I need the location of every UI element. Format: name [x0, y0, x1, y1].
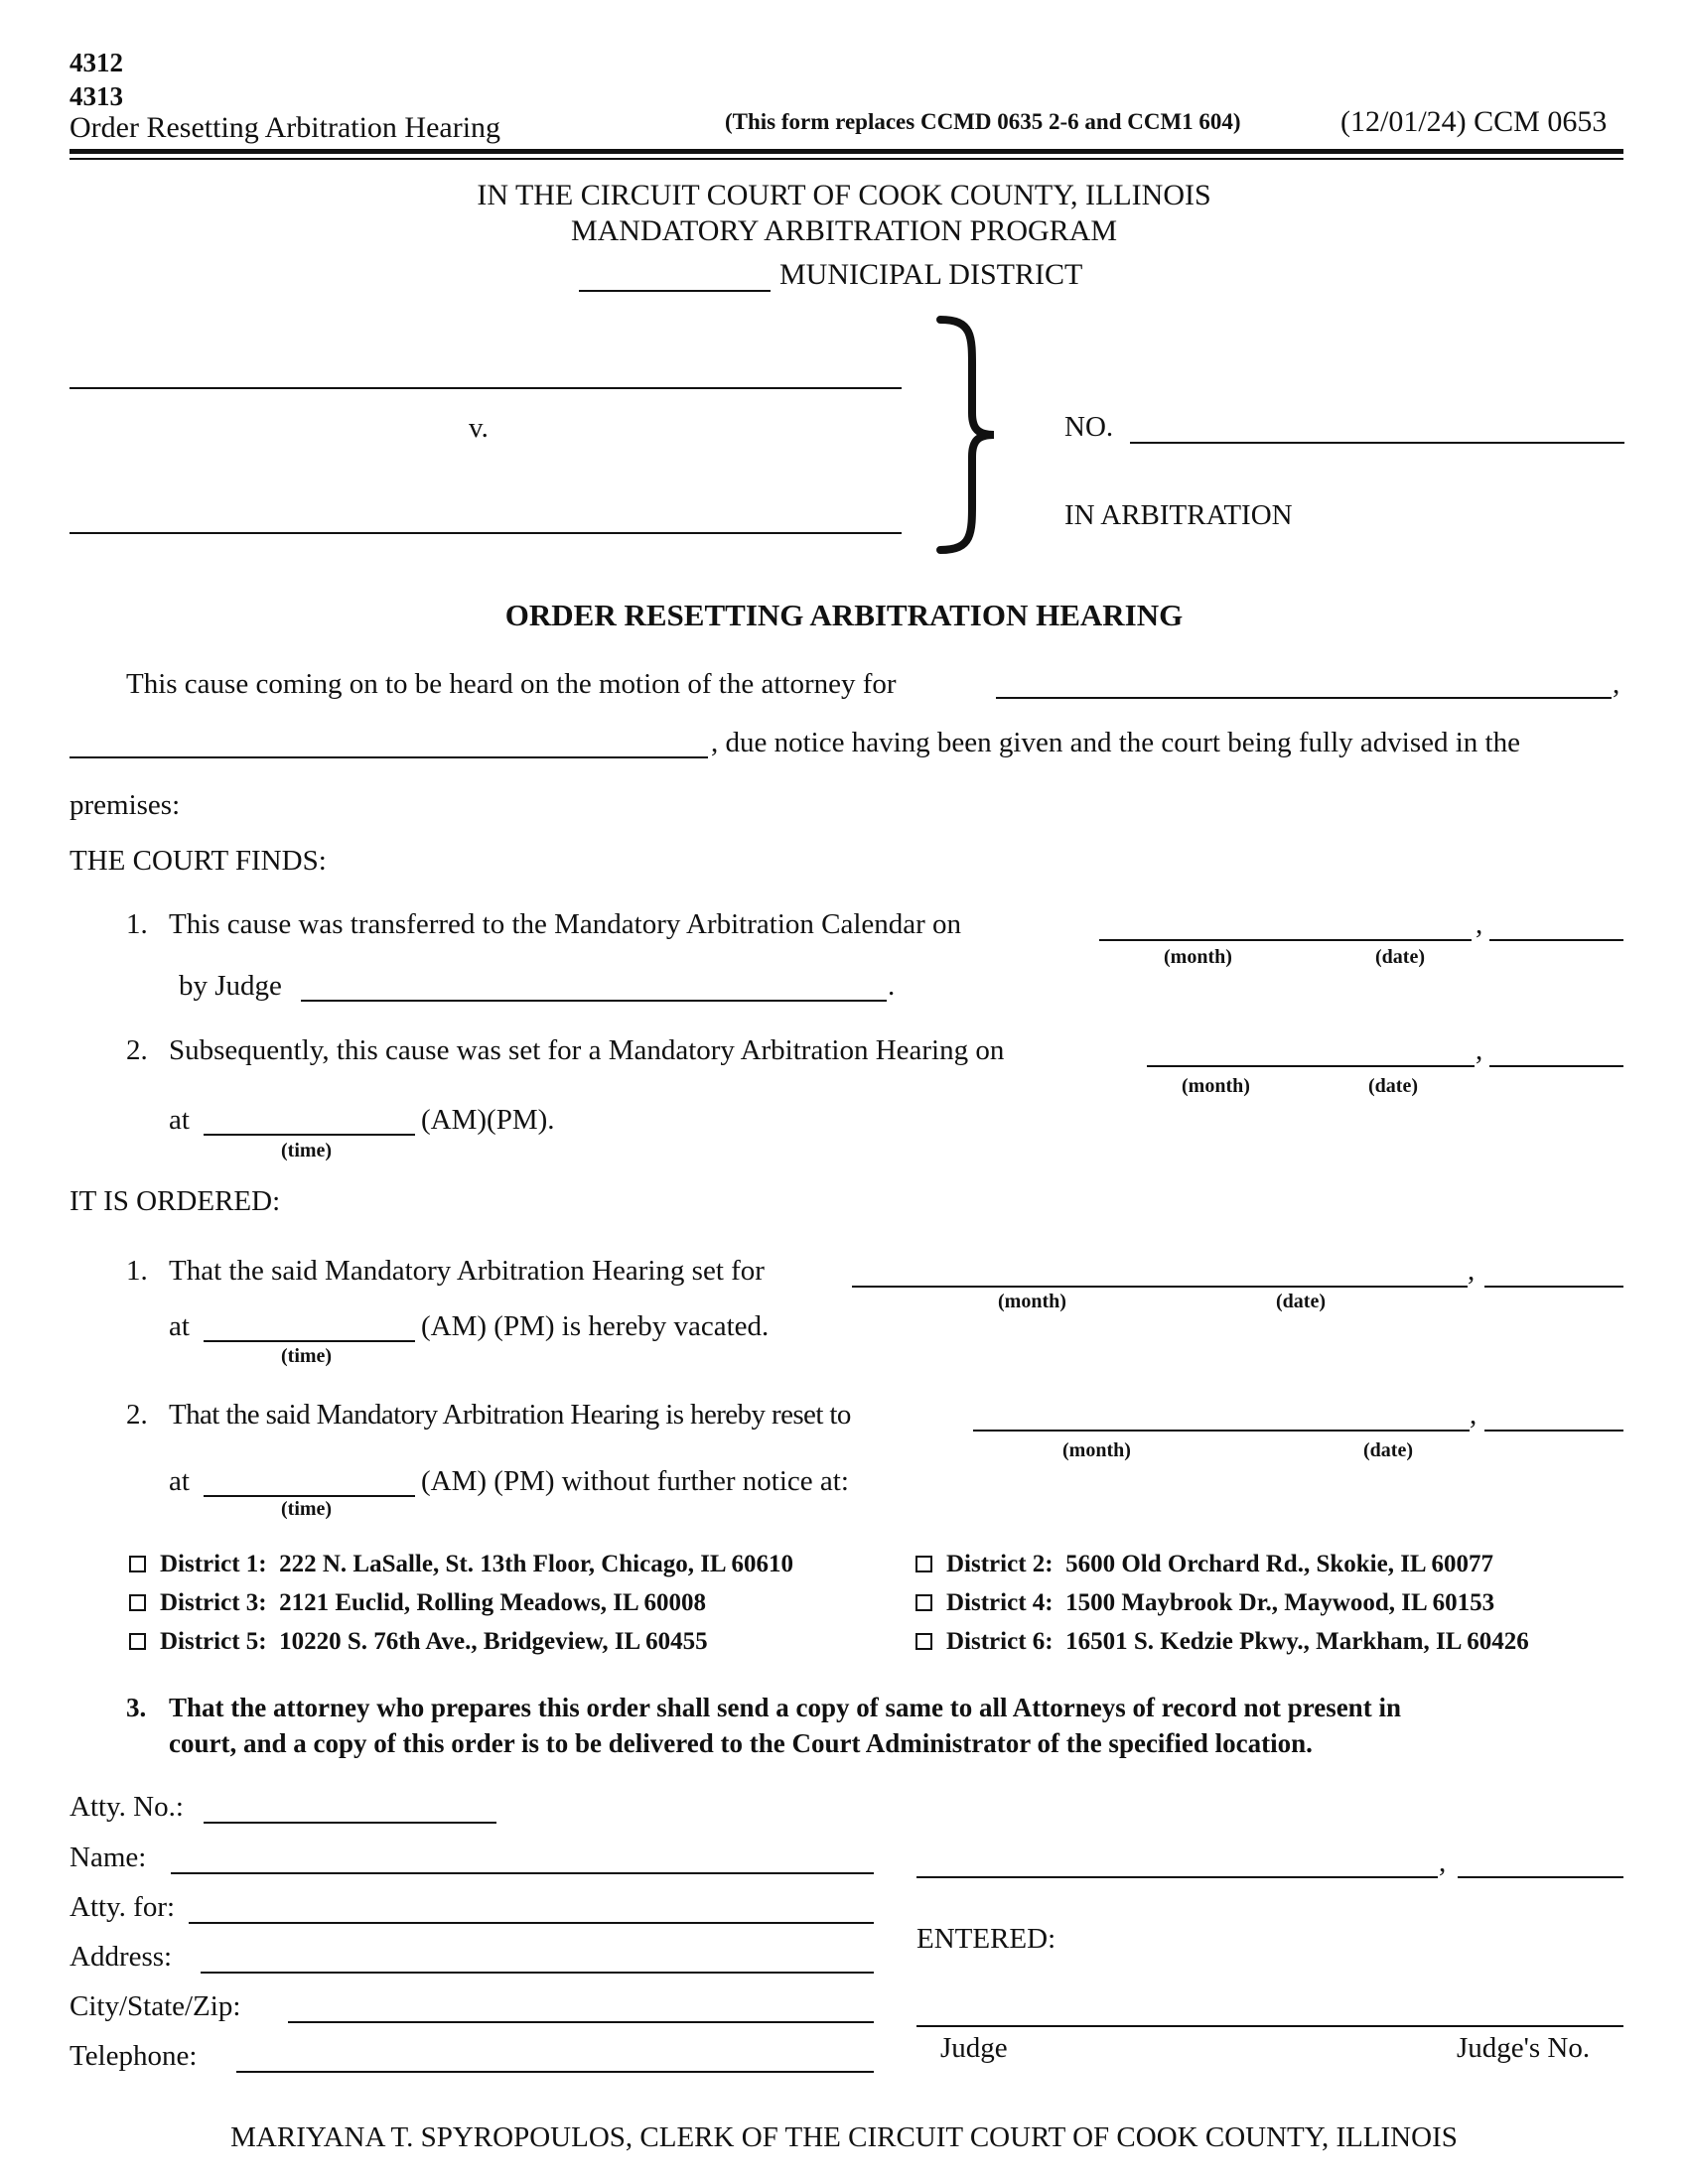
judges-no-label: Judge's No.	[1457, 2032, 1591, 2064]
court-name: IN THE CIRCUIT COURT OF COOK COUNTY, ILLINOIS	[477, 179, 1211, 211]
intro-comma: ,	[1613, 668, 1620, 700]
district-2-address: 5600 Old Orchard Rd., Skokie, IL 60077	[1065, 1551, 1493, 1577]
district-4-address: 1500 Maybrook Dr., Maywood, IL 60153	[1065, 1589, 1495, 1616]
in-arbitration-label: IN ARBITRATION	[1064, 499, 1293, 531]
atty-no-field[interactable]	[204, 1822, 496, 1824]
reset-time-field[interactable]	[204, 1495, 415, 1497]
ordered-item-1-number: 1.	[126, 1255, 148, 1287]
ordered-item-2-month-label: (month)	[1062, 1439, 1131, 1461]
ordered-item-2-text: That the said Mandatory Arbitration Hearing is hereby reset to	[169, 1399, 851, 1431]
district-1-address: 222 N. LaSalle, St. 13th Floor, Chicago, IL 60610	[279, 1551, 793, 1577]
entered-label: ENTERED:	[916, 1923, 1056, 1955]
header-rule-thin	[70, 158, 1623, 160]
atty-for-label: Atty. for:	[70, 1891, 176, 1923]
form-number-4313: 4313	[70, 81, 123, 111]
finds-item-2-ampm: (AM)(PM).	[421, 1104, 555, 1136]
district-6-checkbox[interactable]	[915, 1633, 932, 1650]
district-3-option[interactable]	[129, 1589, 706, 1617]
judge-label: Judge	[940, 2032, 1008, 2064]
transfer-judge-field[interactable]	[301, 1000, 887, 1002]
court-finds-heading: THE COURT FINDS:	[70, 845, 327, 877]
ordered-item-1-month-label: (month)	[998, 1291, 1066, 1312]
intro-text-3: premises:	[70, 789, 181, 821]
case-number-label: NO.	[1064, 411, 1114, 443]
district-4-checkbox[interactable]	[915, 1594, 932, 1611]
defendant-field[interactable]	[70, 532, 902, 534]
program-name: MANDATORY ARBITRATION PROGRAM	[570, 214, 1118, 247]
district-1-label: District 1:	[160, 1551, 267, 1577]
address-label: Address:	[70, 1941, 173, 1973]
clerk-footer: MARIYANA T. SPYROPOULOS, CLERK OF THE CIRCUIT COURT OF COOK COUNTY, ILLINOIS	[230, 2121, 1458, 2153]
motion-party-field-2[interactable]	[70, 756, 708, 758]
finds-item-2-at: at	[169, 1104, 190, 1136]
ordered-item-1-tail: (AM) (PM) is hereby vacated.	[421, 1310, 770, 1342]
finds-item-1-date-label: (date)	[1375, 946, 1425, 968]
district-4-label: District 4:	[946, 1589, 1054, 1616]
finds-item-1-text: This cause was transferred to the Mandatory Arbitration Calendar on	[169, 908, 962, 940]
finds-item-2-month-label: (month)	[1182, 1075, 1250, 1097]
ordered-item-2-at: at	[169, 1465, 190, 1497]
district-2-label: District 2:	[946, 1551, 1054, 1577]
ordered-item-2-comma: ,	[1470, 1399, 1477, 1431]
finds-item-2-comma: ,	[1476, 1034, 1483, 1066]
entry-date-comma: ,	[1439, 1846, 1447, 1878]
district-1-option[interactable]	[129, 1551, 793, 1578]
district-5-label: District 5:	[160, 1628, 267, 1655]
case-number-field[interactable]	[1130, 442, 1624, 444]
name-field[interactable]	[171, 1872, 874, 1874]
finds-item-2-time-label: (time)	[281, 1140, 333, 1161]
telephone-field[interactable]	[236, 2071, 874, 2073]
district-1-checkbox[interactable]	[129, 1556, 146, 1572]
district-2-option[interactable]	[915, 1551, 1493, 1578]
district-3-label: District 3:	[160, 1589, 267, 1616]
finds-item-1-number: 1.	[126, 908, 148, 940]
ordered-item-1-at: at	[169, 1310, 190, 1342]
caption-brace	[928, 316, 998, 554]
district-6-address: 16501 S. Kedzie Pkwy., Markham, IL 60426	[1065, 1628, 1529, 1655]
reset-year-field[interactable]	[1484, 1430, 1623, 1432]
atty-for-field[interactable]	[189, 1922, 874, 1924]
hearing-month-date-field[interactable]	[1147, 1065, 1475, 1067]
ordered-item-3-line-2: court, and a copy of this order is to be delivered to the Court Administrator of the specified location.	[169, 1728, 1313, 1758]
district-2-checkbox[interactable]	[915, 1556, 932, 1572]
district-6-option[interactable]	[915, 1628, 1529, 1656]
district-5-address: 10220 S. 76th Ave., Bridgeview, IL 60455	[279, 1628, 708, 1655]
order-title: ORDER RESETTING ARBITRATION HEARING	[504, 598, 1184, 632]
ordered-item-3-number: 3.	[126, 1693, 147, 1722]
address-field[interactable]	[201, 1972, 874, 1974]
telephone-label: Telephone:	[70, 2040, 198, 2072]
vacated-month-date-field[interactable]	[852, 1286, 1468, 1288]
finds-item-1-period: .	[888, 970, 896, 1002]
header-rule-thick	[70, 149, 1623, 154]
finds-item-1-month-label: (month)	[1164, 946, 1232, 968]
ordered-item-2-tail: (AM) (PM) without further notice at:	[421, 1465, 849, 1497]
reset-month-date-field[interactable]	[973, 1430, 1470, 1432]
municipal-district-label: MUNICIPAL DISTRICT	[779, 258, 1083, 291]
transfer-month-date-field[interactable]	[1099, 939, 1472, 941]
form-code: (12/01/24) CCM 0653	[1340, 105, 1608, 138]
judge-signature-field[interactable]	[916, 2025, 1623, 2027]
city-state-zip-label: City/State/Zip:	[70, 1990, 241, 2022]
district-5-option[interactable]	[129, 1628, 708, 1656]
hearing-year-field[interactable]	[1489, 1065, 1623, 1067]
intro-text-1: This cause coming on to be heard on the motion of the attorney for	[126, 668, 897, 700]
finds-item-2-number: 2.	[126, 1034, 148, 1066]
ordered-item-2-time-label: (time)	[281, 1498, 333, 1520]
name-label: Name:	[70, 1842, 147, 1873]
ordered-item-3-line-1: That the attorney who prepares this order shall send a copy of same to all Attorneys of record not present in	[169, 1693, 1401, 1722]
atty-no-label: Atty. No.:	[70, 1791, 184, 1823]
versus-label: v.	[469, 412, 489, 444]
hearing-time-field[interactable]	[204, 1134, 415, 1136]
ordered-item-1-date-label: (date)	[1276, 1291, 1326, 1312]
motion-party-field-1[interactable]	[996, 697, 1612, 699]
intro-text-2: , due notice having been given and the court being fully advised in the	[711, 727, 1520, 758]
form-title: Order Resetting Arbitration Hearing	[70, 111, 501, 144]
district-6-label: District 6:	[946, 1628, 1054, 1655]
district-number-field[interactable]	[579, 290, 771, 292]
transfer-year-field[interactable]	[1489, 939, 1623, 941]
vacated-year-field[interactable]	[1484, 1286, 1623, 1288]
district-3-address: 2121 Euclid, Rolling Meadows, IL 60008	[279, 1589, 707, 1616]
district-3-checkbox[interactable]	[129, 1594, 146, 1611]
plaintiff-field[interactable]	[70, 387, 902, 389]
ordered-item-1-time-label: (time)	[281, 1345, 333, 1367]
finds-item-1-comma: ,	[1476, 908, 1483, 940]
city-state-zip-field[interactable]	[288, 2021, 874, 2023]
finds-item-2-date-label: (date)	[1368, 1075, 1418, 1097]
vacated-time-field[interactable]	[204, 1340, 415, 1342]
ordered-item-1-text: That the said Mandatory Arbitration Hearing set for	[169, 1255, 765, 1287]
ordered-item-1-comma: ,	[1468, 1255, 1476, 1287]
entry-date-field[interactable]	[916, 1876, 1438, 1878]
ordered-item-2-number: 2.	[126, 1399, 148, 1431]
form-number-4312: 4312	[70, 48, 123, 77]
replaces-note: (This form replaces CCMD 0635 2-6 and CCM1 604)	[725, 109, 1241, 134]
ordered-item-2-date-label: (date)	[1363, 1439, 1413, 1461]
entry-year-field[interactable]	[1458, 1876, 1623, 1878]
finds-item-2-text: Subsequently, this cause was set for a Mandatory Arbitration Hearing on	[169, 1034, 1005, 1066]
district-4-option[interactable]	[915, 1589, 1494, 1617]
by-judge-label: by Judge	[179, 970, 282, 1002]
district-5-checkbox[interactable]	[129, 1633, 146, 1650]
it-is-ordered-heading: IT IS ORDERED:	[70, 1185, 281, 1217]
